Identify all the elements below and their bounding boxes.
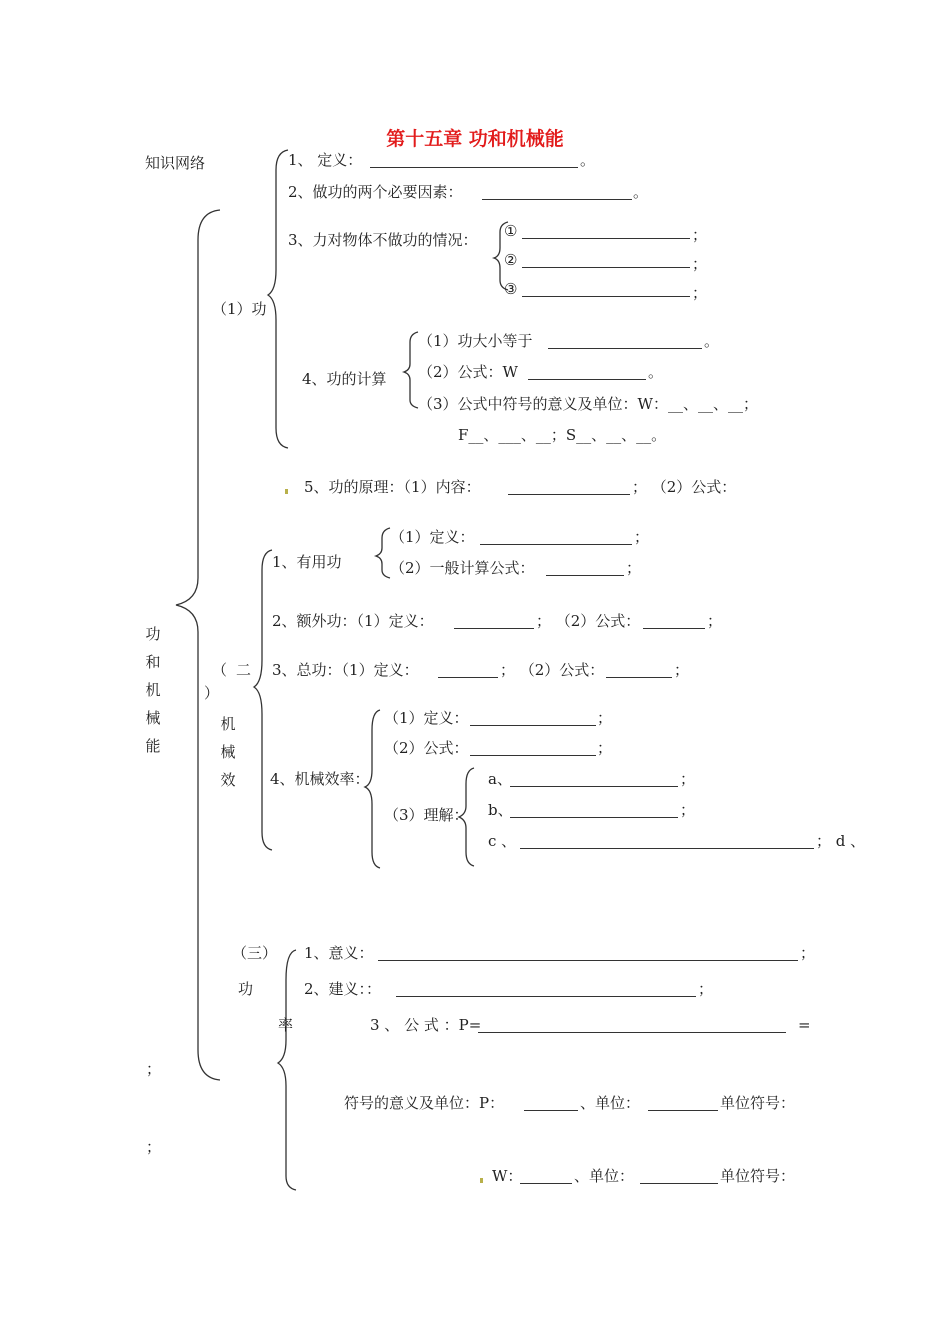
semicolon: ；	[597, 739, 613, 757]
efficiency-label: 4、机械效率：	[270, 770, 370, 788]
efficiency-brace	[254, 550, 272, 850]
marker-dot	[480, 1178, 483, 1183]
semicolon-1: ；	[146, 1060, 162, 1078]
eff-def-blank[interactable]	[470, 725, 596, 726]
semicolon: ；	[692, 284, 708, 302]
understand-c-blank[interactable]	[520, 848, 814, 849]
power-label-gong: 功	[238, 980, 254, 998]
unit-label: 、单位：	[580, 1094, 641, 1112]
equals: =	[798, 1016, 811, 1034]
case-blank-1[interactable]	[522, 238, 690, 239]
case-mark-2: ②	[504, 251, 518, 269]
power-brace	[278, 950, 296, 1190]
calc-amount-blank[interactable]	[548, 348, 702, 349]
eff-understand-label: （3）理解：	[384, 806, 469, 824]
power-label-lv: 率	[278, 1016, 294, 1034]
total-def-blank[interactable]	[438, 677, 498, 678]
understand-c-label: c 、	[488, 832, 517, 850]
efficiency-label-num: 二	[236, 661, 252, 679]
total-formula-blank[interactable]	[606, 677, 672, 678]
extra-formula-label: ； （2）公式：	[536, 612, 641, 630]
unit-symbol-label: 单位符号：	[720, 1094, 796, 1112]
semicolon: ；	[707, 612, 723, 630]
semicolon: ；	[634, 528, 650, 546]
root-brace	[176, 210, 220, 1080]
work-principle-formula: ； （2）公式：	[632, 478, 737, 496]
power-w-blank[interactable]	[520, 1183, 572, 1184]
total-formula-label: ； （2）公式：	[500, 661, 605, 679]
understand-d-label: ； d 、	[816, 832, 866, 850]
calc-formula-label: （2）公式：W	[418, 363, 518, 381]
power-advice-blank[interactable]	[396, 996, 696, 997]
semicolon: ；	[692, 226, 708, 244]
period: 。	[633, 183, 649, 201]
period: 。	[704, 332, 720, 350]
semicolon: ；	[692, 255, 708, 273]
calc-amount-label: （1）功大小等于	[418, 332, 533, 350]
semicolon-2: ；	[146, 1138, 162, 1156]
extra-formula-blank[interactable]	[643, 628, 705, 629]
semicolon: ；	[597, 709, 613, 727]
useful-work-label: 1、有用功	[272, 553, 342, 571]
efficiency-label-text: 机械效	[220, 715, 236, 789]
calc-formula-blank[interactable]	[528, 379, 646, 380]
unit-symbol-label: 单位符号：	[720, 1167, 796, 1185]
semicolon: ；	[680, 770, 696, 788]
calc-brace	[404, 332, 418, 408]
extra-work-label: 2、额外功：（1）定义：	[272, 612, 434, 630]
period: 。	[648, 363, 664, 381]
work-brace	[268, 150, 288, 448]
useful-formula-label: （2）一般计算公式：	[390, 559, 535, 577]
power-formula-blank[interactable]	[478, 1032, 786, 1033]
power-p-blank[interactable]	[524, 1110, 578, 1111]
work-calc-label: 4、功的计算	[302, 370, 387, 388]
eff-formula-label: （2）公式：	[384, 739, 469, 757]
work-factors-label: 2、做功的两个必要因素：	[288, 183, 463, 201]
work-definition-blank[interactable]	[370, 167, 578, 168]
no-work-label: 3、力对物体不做功的情况：	[288, 231, 478, 249]
case-blank-3[interactable]	[522, 296, 690, 297]
semicolon: ；	[698, 980, 714, 998]
useful-def-blank[interactable]	[480, 544, 632, 545]
calc-symbols-label: （3）公式中符号的意义及单位：W：__、__、__；	[418, 395, 758, 413]
power-meaning-blank[interactable]	[378, 960, 798, 961]
work-principle-blank[interactable]	[508, 494, 630, 495]
understand-b-blank[interactable]	[510, 817, 678, 818]
eff-formula-blank[interactable]	[470, 755, 596, 756]
power-formula-label: 3 、 公 式 ：P=	[370, 1016, 482, 1034]
useful-formula-blank[interactable]	[546, 575, 624, 576]
useful-brace	[376, 528, 390, 578]
semicolon: ；	[674, 661, 690, 679]
efficiency-label-paren: （	[212, 661, 228, 679]
power-advice-label: 2、建义：：	[304, 980, 382, 998]
power-p-unit-blank[interactable]	[648, 1110, 718, 1111]
calc-symbols-fs: F__、___、__；S__、__、__。	[458, 426, 667, 444]
unit-label: 、单位：	[574, 1167, 635, 1185]
understand-b-label: b、	[488, 801, 513, 819]
eff-brace	[365, 710, 380, 868]
semicolon: ；	[626, 559, 642, 577]
work-label: （1）功	[212, 300, 267, 318]
total-work-label: 3、总功：（1）定义：	[272, 661, 419, 679]
power-symbols-label: 符号的意义及单位：P：	[344, 1094, 505, 1112]
power-w-unit-blank[interactable]	[640, 1183, 718, 1184]
work-principle-label: 5、功的原理：（1）内容：	[304, 478, 481, 496]
power-meaning-label: 1、意义：	[304, 944, 374, 962]
case-mark-3: ③	[504, 280, 518, 298]
period: 。	[580, 151, 596, 169]
eff-def-label: （1）定义：	[384, 709, 469, 727]
efficiency-label-close: ）	[204, 684, 220, 702]
useful-def-label: （1）定义：	[390, 528, 475, 546]
power-w-label: W：	[492, 1167, 523, 1185]
work-definition-label: 1、 定义：	[288, 151, 363, 169]
power-label-num: （三）	[232, 944, 278, 962]
case-mark-1: ①	[504, 222, 518, 240]
extra-def-blank[interactable]	[454, 628, 534, 629]
page-title: 第十五章 功和机械能	[386, 128, 564, 150]
case-blank-2[interactable]	[522, 267, 690, 268]
semicolon: ；	[800, 944, 816, 962]
work-factors-blank[interactable]	[482, 199, 632, 200]
understand-a-blank[interactable]	[510, 786, 678, 787]
knowledge-net-label: 知识网络	[145, 154, 206, 172]
understand-a-label: a、	[488, 770, 512, 788]
semicolon: ；	[680, 801, 696, 819]
marker-dot	[285, 489, 288, 494]
root-label: 功和机械能	[145, 625, 161, 755]
